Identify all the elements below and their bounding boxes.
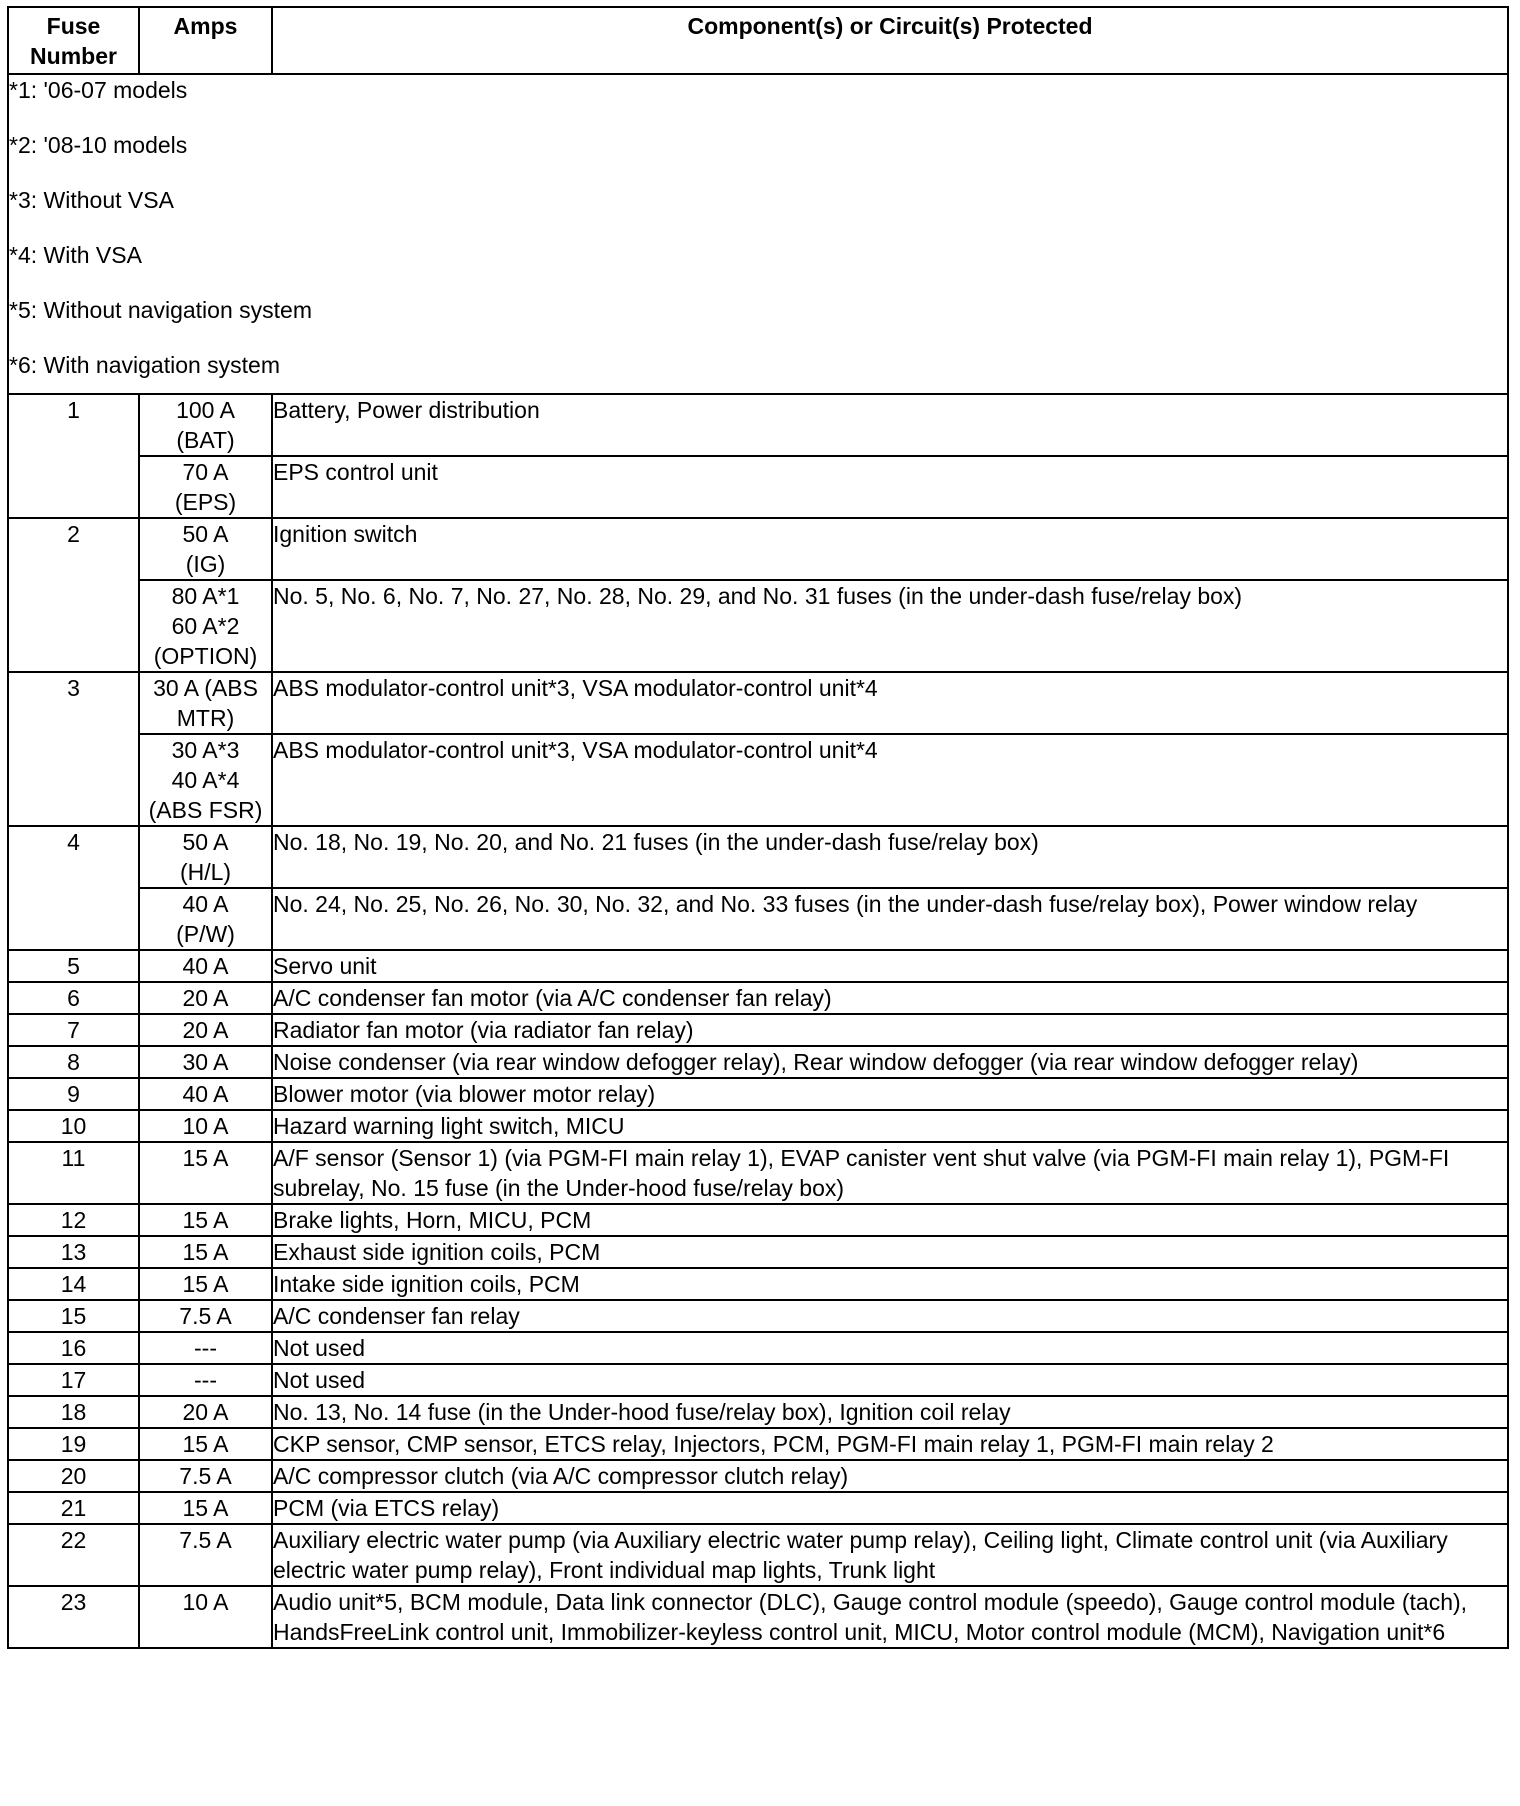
- fuse-number-cell: 1: [8, 394, 139, 518]
- amps-cell: 50 A (IG): [139, 518, 272, 580]
- table-row: [8, 1204, 1508, 1236]
- component-cell: A/C condenser fan relay: [272, 1300, 1508, 1332]
- component-cell: No. 18, No. 19, No. 20, and No. 21 fuses (in the under-dash fuse/relay box): [272, 826, 1508, 888]
- fuse-number-cell: 9: [8, 1078, 139, 1110]
- table-row: [8, 950, 1508, 982]
- component-cell: No. 13, No. 14 fuse (in the Under-hood fuse/relay box), Ignition coil relay: [272, 1396, 1508, 1428]
- fuse-number-cell: 2: [8, 518, 139, 672]
- footnote: *1: '06-07 models: [9, 77, 188, 103]
- fuse-number-cell: 21: [8, 1492, 139, 1524]
- component-cell: Blower motor (via blower motor relay): [272, 1078, 1508, 1110]
- component-cell: Noise condenser (via rear window defogger relay), Rear window defogger (via rear window defogger relay): [272, 1046, 1508, 1078]
- amps-cell: 100 A (BAT): [139, 394, 272, 456]
- fuse-number-cell: 17: [8, 1364, 139, 1396]
- component-cell: Radiator fan motor (via radiator fan relay): [272, 1014, 1508, 1046]
- amps-cell: 15 A: [139, 1268, 272, 1300]
- component-cell: Auxiliary electric water pump (via Auxiliary electric water pump relay), Ceiling light, Climate control unit (via Auxiliary electric water pump relay), Front individual map lights, Trunk light: [272, 1524, 1508, 1586]
- fuse-number-cell: 12: [8, 1204, 139, 1236]
- table-row: [8, 1492, 1508, 1524]
- fuse-number-cell: 11: [8, 1142, 139, 1204]
- component-cell: A/F sensor (Sensor 1) (via PGM-FI main relay 1), EVAP canister vent shut valve (via PGM-FI main relay 1), PGM-FI subrelay, No. 15 fuse (in the Under-hood fuse/relay box): [272, 1142, 1508, 1204]
- fuse-number-cell: 5: [8, 950, 139, 982]
- table-row: [8, 1524, 1508, 1586]
- fuse-number-cell: 7: [8, 1014, 139, 1046]
- component-cell: No. 5, No. 6, No. 7, No. 27, No. 28, No. 29, and No. 31 fuses (in the under-dash fuse/relay box): [272, 580, 1508, 672]
- amps-cell: 40 A: [139, 950, 272, 982]
- component-cell: No. 24, No. 25, No. 26, No. 30, No. 32, and No. 33 fuses (in the under-dash fuse/relay box), Power window relay: [272, 888, 1508, 950]
- fuse-number-cell: 15: [8, 1300, 139, 1332]
- component-cell: Ignition switch: [272, 518, 1508, 580]
- component-cell: Intake side ignition coils, PCM: [272, 1268, 1508, 1300]
- amps-cell: 20 A: [139, 1396, 272, 1428]
- component-cell: A/C compressor clutch (via A/C compressor clutch relay): [272, 1460, 1508, 1492]
- component-cell: Battery, Power distribution: [272, 394, 1508, 456]
- table-row: [8, 1300, 1508, 1332]
- fuse-number-cell: 23: [8, 1586, 139, 1648]
- fuse-number-cell: 19: [8, 1428, 139, 1460]
- amps-cell: 15 A: [139, 1428, 272, 1460]
- amps-cell: 30 A*3 40 A*4 (ABS FSR): [139, 734, 272, 826]
- fuse-number-header: Fuse Number: [8, 7, 139, 74]
- table-row: [8, 1014, 1508, 1046]
- component-cell: Hazard warning light switch, MICU: [272, 1110, 1508, 1142]
- amps-cell: 10 A: [139, 1110, 272, 1142]
- table-row: [8, 580, 1508, 672]
- fuse-number-cell: 8: [8, 1046, 139, 1078]
- fuse-number-cell: 6: [8, 982, 139, 1014]
- table-row: [8, 1078, 1508, 1110]
- component-cell: Not used: [272, 1364, 1508, 1396]
- amps-cell: 15 A: [139, 1204, 272, 1236]
- component-cell: Brake lights, Horn, MICU, PCM: [272, 1204, 1508, 1236]
- table-row: [8, 734, 1508, 826]
- amps-cell: 10 A: [139, 1586, 272, 1648]
- table-row: [8, 1460, 1508, 1492]
- component-cell: A/C condenser fan motor (via A/C condenser fan relay): [272, 982, 1508, 1014]
- amps-cell: 50 A (H/L): [139, 826, 272, 888]
- footnotes-cell: [8, 74, 1508, 394]
- amps-cell: ---: [139, 1364, 272, 1396]
- fuse-number-cell: 22: [8, 1524, 139, 1586]
- notes-row: [8, 74, 1508, 394]
- amps-cell: 40 A (P/W): [139, 888, 272, 950]
- footnote: *2: '08-10 models: [9, 132, 188, 158]
- fuse-number-cell: 14: [8, 1268, 139, 1300]
- amps-cell: 20 A: [139, 982, 272, 1014]
- fuse-number-cell: 18: [8, 1396, 139, 1428]
- table-row: [8, 1236, 1508, 1268]
- component-cell: Not used: [272, 1332, 1508, 1364]
- amps-cell: 30 A (ABS MTR): [139, 672, 272, 734]
- table-row: [8, 518, 1508, 580]
- component-cell: EPS control unit: [272, 456, 1508, 518]
- fuse-number-cell: 13: [8, 1236, 139, 1268]
- amps-cell: 80 A*1 60 A*2 (OPTION): [139, 580, 272, 672]
- fuse-number-cell: 3: [8, 672, 139, 826]
- amps-cell: 70 A (EPS): [139, 456, 272, 518]
- table-row: [8, 1332, 1508, 1364]
- table-row: [8, 456, 1508, 518]
- table-row: [8, 1428, 1508, 1460]
- amps-cell: 15 A: [139, 1142, 272, 1204]
- fuse-number-cell: 4: [8, 826, 139, 950]
- amps-cell: 15 A: [139, 1236, 272, 1268]
- footnote: *3: Without VSA: [9, 187, 174, 213]
- table-row: [8, 394, 1508, 456]
- component-cell: ABS modulator-control unit*3, VSA modulator-control unit*4: [272, 672, 1508, 734]
- table-row: [8, 826, 1508, 888]
- table-row: [8, 1396, 1508, 1428]
- amps-cell: 15 A: [139, 1492, 272, 1524]
- table-row: [8, 1268, 1508, 1300]
- table-row: [8, 1586, 1508, 1648]
- fuse-number-cell: 10: [8, 1110, 139, 1142]
- amps-cell: 7.5 A: [139, 1524, 272, 1586]
- component-cell: Servo unit: [272, 950, 1508, 982]
- fuse-relay-table: [7, 6, 1509, 1649]
- table-row: [8, 672, 1508, 734]
- amps-cell: 7.5 A: [139, 1300, 272, 1332]
- table-body: [8, 74, 1508, 1648]
- component-cell: CKP sensor, CMP sensor, ETCS relay, Injectors, PCM, PGM-FI main relay 1, PGM-FI main relay 2: [272, 1428, 1508, 1460]
- amps-cell: 7.5 A: [139, 1460, 272, 1492]
- amps-header: Amps: [139, 7, 272, 74]
- amps-cell: ---: [139, 1332, 272, 1364]
- fuse-number-cell: 20: [8, 1460, 139, 1492]
- table-row: [8, 1142, 1508, 1204]
- component-header: Component(s) or Circuit(s) Protected: [272, 7, 1508, 74]
- footnote: *4: With VSA: [9, 242, 142, 268]
- amps-cell: 20 A: [139, 1014, 272, 1046]
- table-row: [8, 1364, 1508, 1396]
- footnote: *6: With navigation system: [9, 352, 281, 378]
- table-row: [8, 1046, 1508, 1078]
- table-row: [8, 1110, 1508, 1142]
- amps-cell: 40 A: [139, 1078, 272, 1110]
- table-row: [8, 888, 1508, 950]
- footnote: *5: Without navigation system: [9, 297, 312, 323]
- table-row: [8, 982, 1508, 1014]
- fuse-number-cell: 16: [8, 1332, 139, 1364]
- amps-cell: 30 A: [139, 1046, 272, 1078]
- component-cell: Audio unit*5, BCM module, Data link connector (DLC), Gauge control module (speedo), Gauge control module (tach), HandsFreeLink control unit, Immobilizer-keyless control unit, MICU, Motor control module (MCM), Navigation unit*6: [272, 1586, 1508, 1648]
- component-cell: PCM (via ETCS relay): [272, 1492, 1508, 1524]
- component-cell: ABS modulator-control unit*3, VSA modulator-control unit*4: [272, 734, 1508, 826]
- component-cell: Exhaust side ignition coils, PCM: [272, 1236, 1508, 1268]
